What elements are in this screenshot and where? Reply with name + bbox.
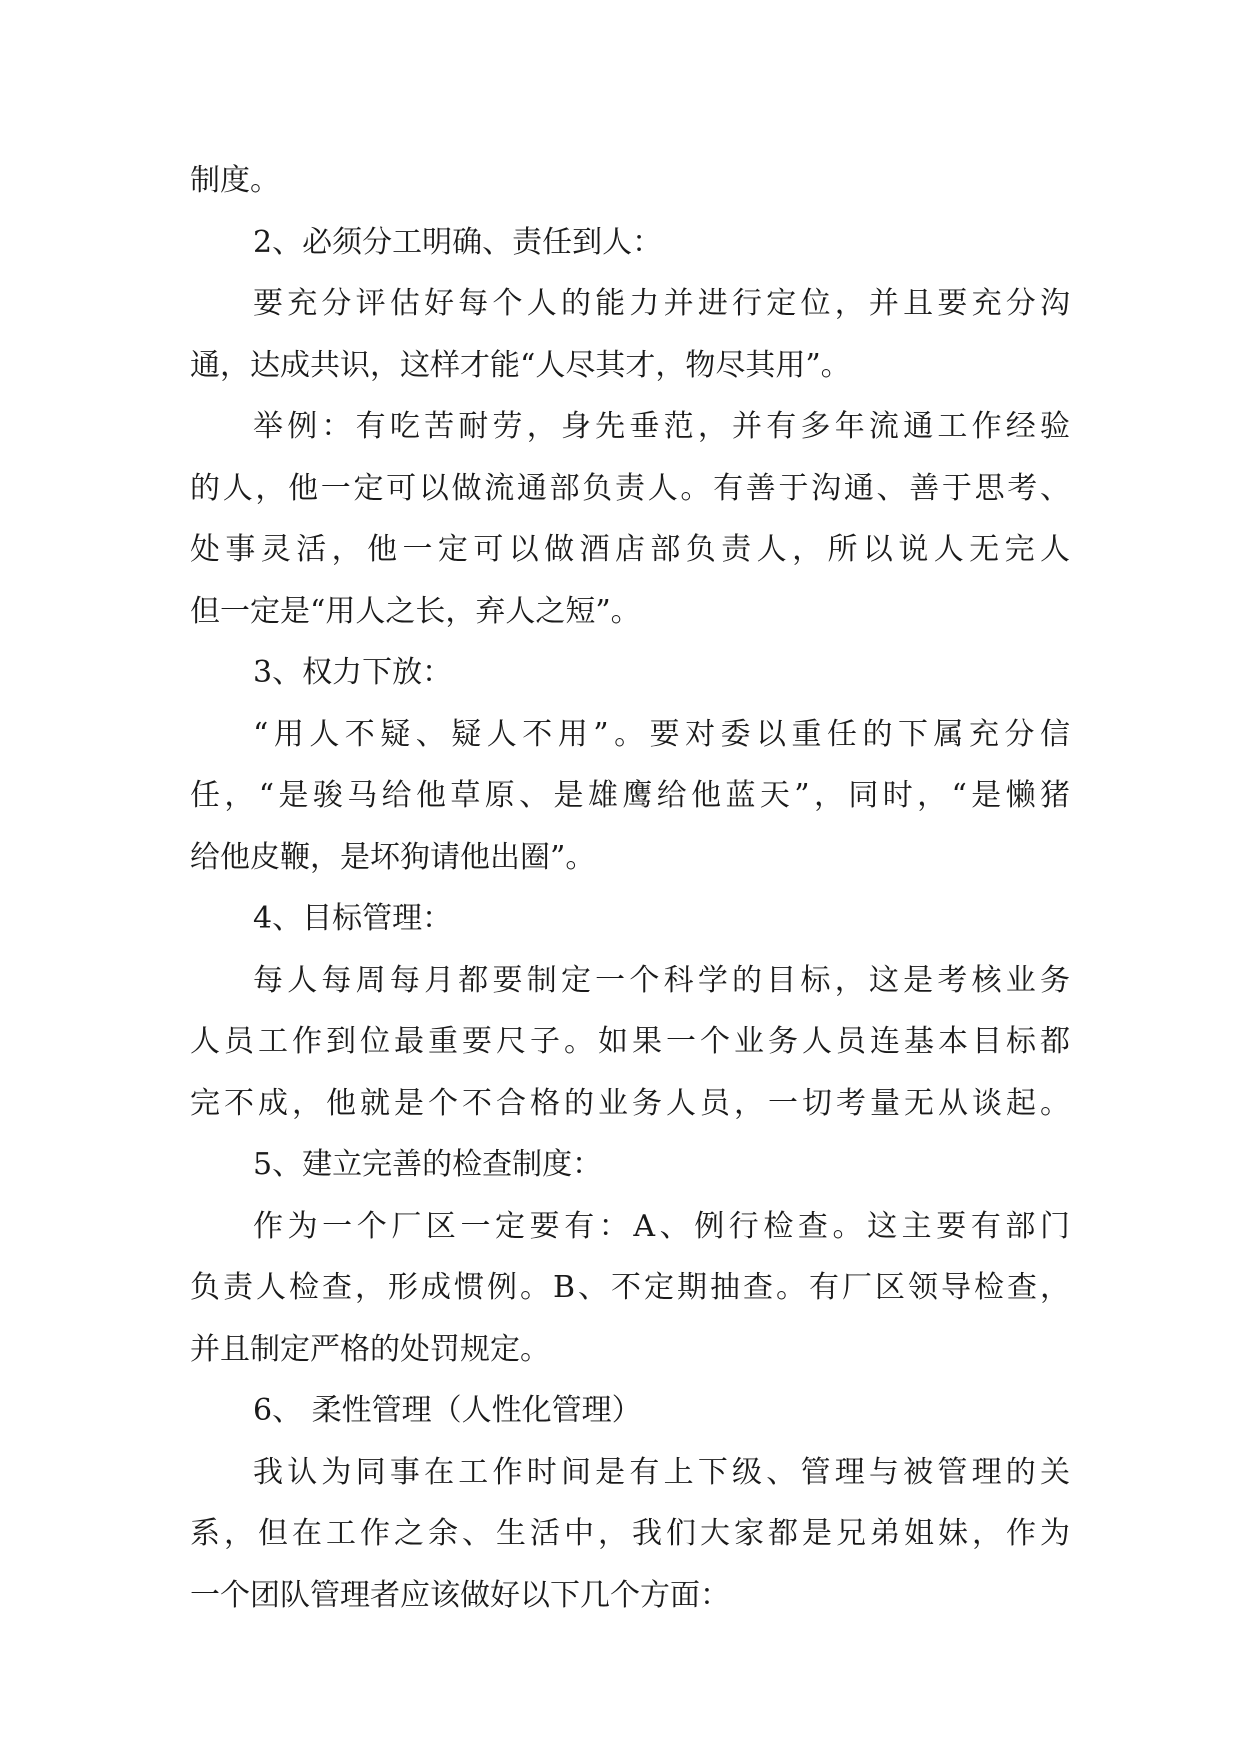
text-line: 人员工作到位最重要尺子。如果一个业务人员连基本目标都	[190, 1024, 1070, 1059]
section-heading: 6、 柔性管理（人性化管理）	[253, 1393, 642, 1428]
text-line: 举例：有吃苦耐劳，身先垂范，并有多年流通工作经验	[253, 409, 1070, 444]
text-line: 并且制定严格的处罚规定。	[190, 1331, 550, 1367]
text-line: 通，达成共识，这样才能“人尽其才，物尽其用”。	[190, 347, 851, 383]
text-line: “用人不疑、疑人不用”。要对委以重任的下属充分信	[253, 716, 1070, 752]
text-line: 要充分评估好每个人的能力并进行定位，并且要充分沟	[253, 286, 1070, 321]
section-heading: 3、权力下放：	[253, 655, 453, 690]
section-heading: 2、必须分工明确、责任到人：	[253, 224, 663, 260]
text-line: 制度。	[190, 163, 280, 198]
text-line: 完不成，他就是个不合格的业务人员，一切考量无从谈起。	[190, 1085, 1070, 1121]
text-line: 给他皮鞭，是坏狗请他出圈”。	[190, 839, 596, 875]
section-heading: 4、目标管理：	[253, 901, 453, 936]
text-line: 负责人检查，形成惯例。B、不定期抽查。有厂区领导检查，	[190, 1270, 1070, 1305]
document-body	[190, 150, 1070, 1626]
text-line: 处事灵活，他一定可以做酒店部负责人，所以说人无完人	[190, 532, 1070, 567]
text-line: 作为一个厂区一定要有：A、例行检查。这主要有部门	[253, 1208, 1070, 1244]
text-line: 系，但在工作之余、生活中，我们大家都是兄弟姐妹，作为	[190, 1516, 1070, 1551]
section-heading: 5、建立完善的检查制度：	[253, 1147, 603, 1182]
text-line: 但一定是“用人之长，弃人之短”。	[190, 593, 641, 629]
text-line: 任，“是骏马给他草原、是雄鹰给他蓝天”，同时，“是懒猪	[190, 778, 1070, 813]
text-line: 一个团队管理者应该做好以下几个方面：	[190, 1577, 730, 1613]
text-line: 每人每周每月都要制定一个科学的目标，这是考核业务	[253, 962, 1070, 998]
text-line: 的人，他一定可以做流通部负责人。有善于沟通、善于思考、	[190, 470, 1070, 506]
text-line: 我认为同事在工作时间是有上下级、管理与被管理的关	[253, 1454, 1070, 1490]
